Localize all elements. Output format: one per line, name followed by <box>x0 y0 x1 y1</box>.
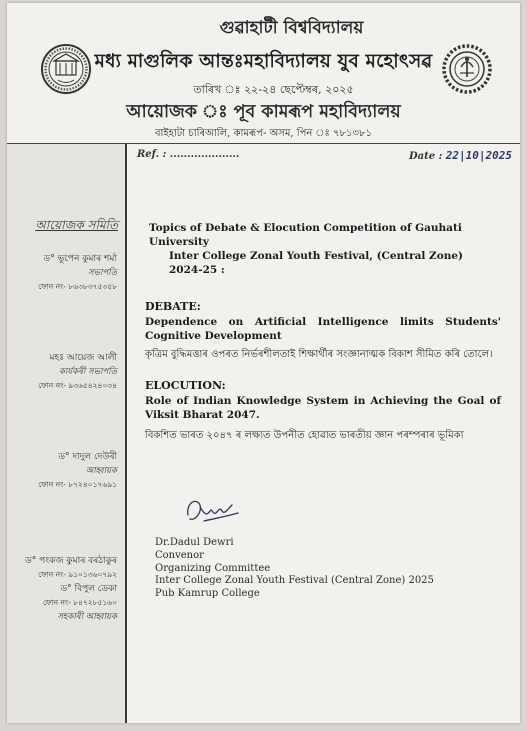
signatory-name: Dr.Dadul Dewri <box>155 537 234 548</box>
member-name: ড° বিপুল ডেকা <box>60 584 117 594</box>
member-role: আহ্বায়ক <box>85 466 117 476</box>
elocution-heading: ELOCUTION: <box>145 379 226 392</box>
date-value: 22|10|2025 <box>445 149 513 162</box>
signatory-block <box>155 537 434 601</box>
signature <box>182 491 242 529</box>
committee-sidebar <box>7 144 127 723</box>
committee-member <box>25 554 117 624</box>
member-role: কাৰ্যকৰী সভাপতি <box>58 367 117 377</box>
member-name: ড° ভূপেন কুমাৰ শৰ্মা <box>43 254 117 264</box>
elocution-topic-assamese: বিকশিত ভাৰত ২০৪৭ ৰ লক্ষ্যত উপনীত হোৱাত ভাৰতীয় জ্ঞান পৰম্পৰাৰ ভূমিকা <box>145 430 464 441</box>
letterhead-page <box>7 3 520 723</box>
signatory-committee: Organizing Committee <box>155 562 271 574</box>
letter-subject <box>149 221 494 277</box>
committee-title: আয়োজক সমিতি <box>35 218 118 232</box>
festival-title: মধ্য মাগুলিক আন্তঃমহাবিদ্যালয় যুব মহোৎসৱ <box>94 51 433 72</box>
signatory-role: Convenor <box>155 549 204 561</box>
committee-member <box>38 351 117 393</box>
member-role: সভাপতি <box>88 268 117 278</box>
date-label: Date : <box>409 151 443 162</box>
signatory-event: Inter College Zonal Youth Festival (Central Zone) 2025 <box>155 575 434 587</box>
signatory-college: Pub Kamrup College <box>155 588 260 600</box>
debate-topic-assamese: কৃত্ৰিম বুদ্ধিমত্তাৰ ওপৰত নিৰ্ভৰশীলতাই শিক্ষাৰ্থীৰ সংজ্ঞানাত্মক বিকাশ সীমিত কৰি তোলে। <box>145 349 493 360</box>
committee-member <box>38 450 117 492</box>
committee-member <box>38 252 117 294</box>
member-phone: ফোন নং- ৮৬৩৮৩৭৫৩৫৮ <box>38 282 117 291</box>
organizer-name: আয়োজক ঃ পূব কামৰূপ মহাবিদ্যালয় <box>126 102 401 122</box>
reference-field: Ref. : .................... <box>137 149 240 160</box>
member-phone: ফোন নং- ৮৪৭২৮৫১৬০ <box>42 598 117 607</box>
festival-dates: তাৰিখ ঃ ২২-২৪ ছেপ্টেম্বৰ, ২০২৫ <box>193 83 354 96</box>
member-name: মহঃ আয়েজ আলী <box>49 353 117 363</box>
debate-topic: Dependence on Artificial Intelligence limits Students' Cognitive Development <box>145 316 501 342</box>
member-name: ড° দাদুল দেউৰী <box>58 452 117 462</box>
university-name: গুৱাহাটী বিশ্ববিদ্যালয় <box>219 18 364 38</box>
elocution-topic: Role of Indian Knowledge System in Achieving the Goal of Viksit Bharat 2047. <box>145 395 501 421</box>
subject-line-2: Inter College Zonal Youth Festival, (Central Zone) 2024-25 : <box>169 250 464 276</box>
date-field <box>409 149 512 162</box>
member-role: সহকাৰী আহ্বায়ক <box>57 612 117 622</box>
member-name: ড° পংকজ কুমাৰ বৰঠাকুৰ <box>25 556 117 566</box>
member-phone: ফোন নং- ৮৭২৪০১৭৬৯১ <box>38 480 117 489</box>
member-phone: ফোন নং- ৯৩৬৫৪২৪০৩৪ <box>38 381 117 390</box>
organizer-address: বাইহাটা চাৰিআলি, কামৰূপ- অসম, পিন ঃ ৭৮১৩৮১ <box>154 128 372 139</box>
debate-heading: DEBATE: <box>145 300 201 313</box>
letterhead-header <box>7 3 520 138</box>
member-phone: ফোন নং- ৯১০১৩৬০৭৯২ <box>38 570 117 579</box>
subject-line-1: Topics of Debate & Elocution Competition of Gauhati University <box>149 222 462 248</box>
